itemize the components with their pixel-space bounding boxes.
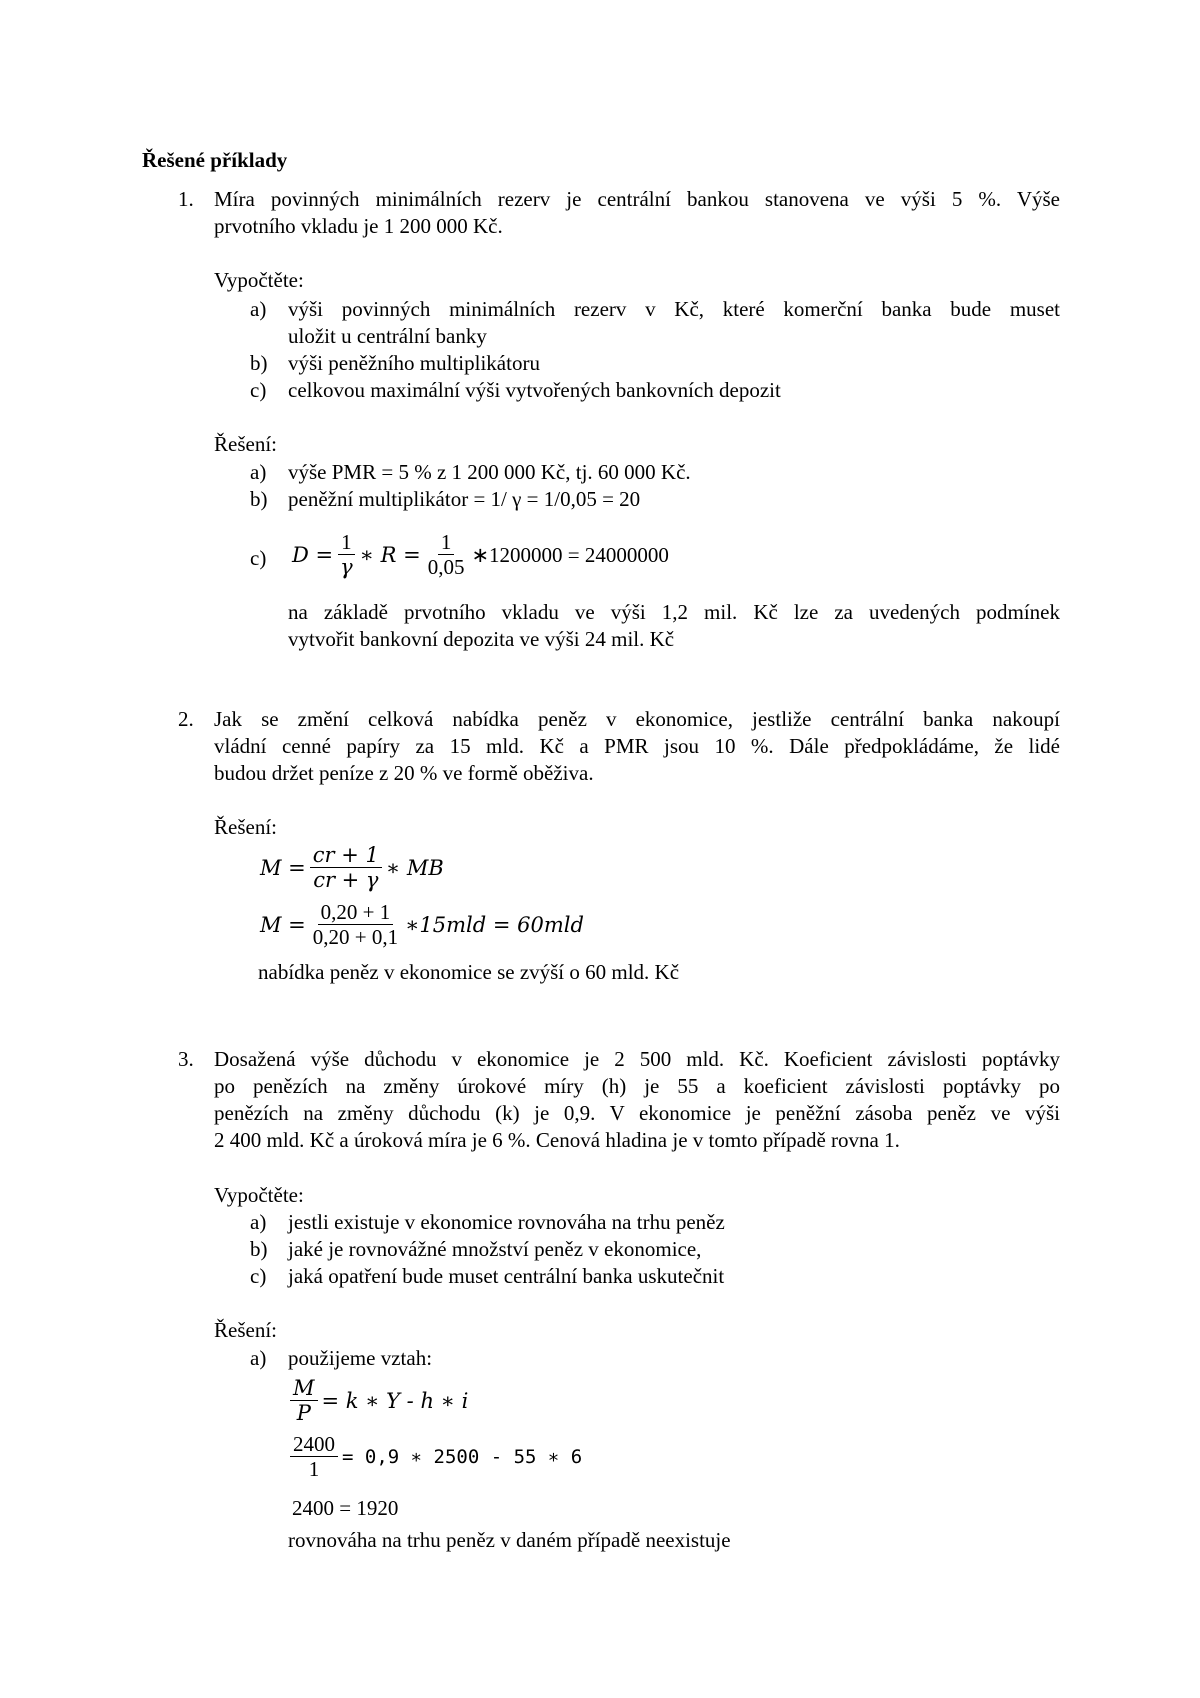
solution-text: vytvořit bankovní depozita ve výši 24 mil. Kč xyxy=(288,627,675,651)
fraction-denominator: cr + γ xyxy=(313,868,379,892)
formula-part: ∗1200000 = 24000000 xyxy=(471,542,669,567)
solution-text: nabídka peněz v ekonomice se zvýší o 60 mld. Kč xyxy=(258,960,680,984)
calc-label: Vypočtěte: xyxy=(214,1183,304,1207)
item-text: výši povinných minimálních rezerv v Kč, které komerční banka bude muset xyxy=(288,297,1060,321)
fraction xyxy=(290,1376,318,1425)
fraction-denominator: P xyxy=(296,1401,311,1425)
solution-label: Řešení: xyxy=(214,1318,277,1342)
solution-text: na základě prvotního vkladu ve výši 1,2 mil. Kč lze za uvedených podmínek xyxy=(288,600,1060,624)
item-label: c) xyxy=(250,1264,267,1288)
formula-part: ∗15mld = 60mld xyxy=(405,912,584,937)
solution-text: rovnováha na trhu peněz v daném případě neexistuje xyxy=(288,1528,731,1552)
item-label: a) xyxy=(250,297,267,321)
problem-text-line: po penězích na změny úrokové míry (h) je 55 a koeficient závislosti poptávky po xyxy=(214,1074,1060,1098)
item-label: c) xyxy=(250,546,267,570)
calc-label: Vypočtěte: xyxy=(214,268,304,292)
solution-text: výše PMR = 5 % z 1 200 000 Kč, tj. 60 000 Kč. xyxy=(288,460,691,484)
fraction-numerator: 1 xyxy=(438,530,455,555)
formula-money-market-values xyxy=(290,1432,582,1481)
item-label: b) xyxy=(250,1237,268,1261)
formula-part: ∗ R = xyxy=(359,542,421,567)
problem-text-line: Jak se změní celková nabídka peněz v ekonomice, jestliže centrální banka nakoupí xyxy=(214,707,1060,731)
item-text: výši peněžního multiplikátoru xyxy=(288,351,540,375)
problem-text-line: Dosažená výše důchodu v ekonomice je 2 500 mld. Kč. Koeficient závislosti poptávky xyxy=(214,1047,1060,1071)
problem-text-line: penězích na změny důchodu (k) je 0,9. V ekonomice je peněžní zásoba peněz ve výši xyxy=(214,1101,1060,1125)
formula-part: D = xyxy=(292,542,334,567)
fraction-numerator: 2400 xyxy=(290,1432,338,1457)
fraction-numerator: 1 xyxy=(338,530,355,555)
formula-part: ∗ MB xyxy=(385,855,444,880)
fraction-numerator: 0,20 + 1 xyxy=(318,900,394,925)
item-label: b) xyxy=(250,351,268,375)
fraction-numerator: M xyxy=(290,1376,318,1401)
item-text: uložit u centrální banky xyxy=(288,324,487,348)
problem-text-line: prvotního vkladu je 1 200 000 Kč. xyxy=(214,214,503,238)
formula-money-market xyxy=(290,1376,468,1425)
formula-part: M = xyxy=(260,855,306,880)
fraction-denominator: 0,20 + 0,1 xyxy=(312,925,399,949)
formula-part: M = xyxy=(260,912,306,937)
solution-label: Řešení: xyxy=(214,815,277,839)
page-title: Řešené příklady xyxy=(142,148,288,172)
problem-number: 3. xyxy=(178,1047,194,1071)
item-label: c) xyxy=(250,378,267,402)
fraction xyxy=(425,530,468,579)
solution-text: použijeme vztah: xyxy=(288,1346,433,1370)
problem-text-line: 2 400 mld. Kč a úroková míra je 6 %. Cenová hladina je v tomto případě rovna 1. xyxy=(214,1128,900,1152)
item-label: b) xyxy=(250,487,268,511)
formula-part: = k ∗ Y - h ∗ i xyxy=(321,1388,469,1413)
problem-text-line: vládní cenné papíry za 15 mld. Kč a PMR jsou 10 %. Dále předpokládáme, že lidé xyxy=(214,734,1060,758)
problem-text-line: Míra povinných minimálních rezerv je centrální bankou stanovena ve výši 5 %. Výše xyxy=(214,187,1060,211)
item-text: celkovou maximální výši vytvořených bankovních depozit xyxy=(288,378,781,402)
fraction-numerator: cr + 1 xyxy=(310,843,382,868)
item-label: a) xyxy=(250,1346,267,1370)
fraction xyxy=(310,900,401,949)
formula-money-supply-values xyxy=(260,900,584,949)
item-text: jestli existuje v ekonomice rovnováha na trhu peněz xyxy=(288,1210,725,1234)
solution-text: peněžní multiplikátor = 1/ γ = 1/0,05 = 20 xyxy=(288,487,641,511)
fraction xyxy=(290,1432,338,1481)
solution-label: Řešení: xyxy=(214,432,277,456)
formula-part: = 0,9 ∗ 2500 - 55 ∗ 6 xyxy=(342,1445,583,1468)
problem-number: 2. xyxy=(178,707,194,731)
item-text: jaké je rovnovážné množství peněz v ekonomice, xyxy=(288,1237,702,1261)
item-text: jaká opatření bude muset centrální banka uskutečnit xyxy=(288,1264,725,1288)
fraction-denominator: γ xyxy=(340,555,353,579)
item-label: a) xyxy=(250,460,267,484)
problem-number: 1. xyxy=(178,187,194,211)
problem-text-line: budou držet peníze z 20 % ve formě oběživa. xyxy=(214,761,594,785)
formula-result: 2400 = 1920 xyxy=(292,1496,399,1520)
item-label: a) xyxy=(250,1210,267,1234)
fraction xyxy=(337,530,356,579)
formula-money-supply xyxy=(260,843,444,892)
fraction xyxy=(310,843,382,892)
fraction-denominator: 0,05 xyxy=(427,555,465,579)
fraction-denominator: 1 xyxy=(308,1457,320,1481)
formula-deposits xyxy=(292,530,669,579)
